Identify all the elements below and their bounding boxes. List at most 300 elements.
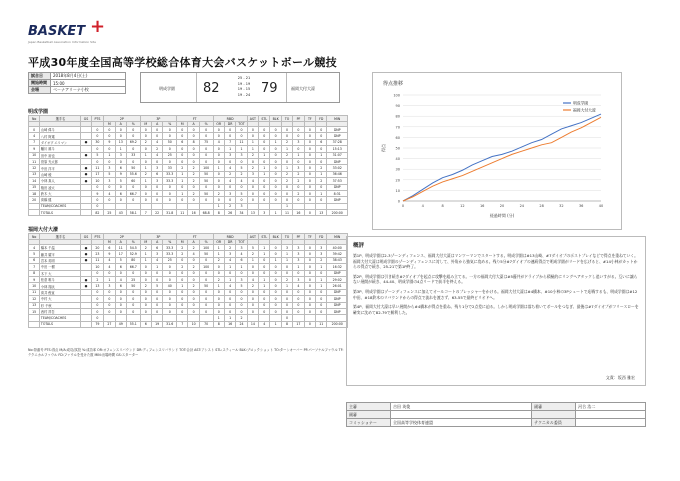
stat-cell: 5 <box>247 245 258 251</box>
stat-cell: 0 <box>224 289 235 295</box>
stat-cell: 1 <box>140 178 151 184</box>
info-row <box>29 73 126 80</box>
stat-cell: 4 <box>152 139 163 145</box>
stat-cell: 2 <box>188 178 199 184</box>
stat-cell: ● <box>81 257 91 263</box>
stat-cell: DNP <box>327 197 348 203</box>
player-name: TOTALS <box>40 210 81 216</box>
column-header: MIN <box>327 116 348 122</box>
player-name: 田中 裕也 <box>40 152 81 158</box>
stat-cell: 1 <box>316 276 327 282</box>
stat-cell: 0 <box>126 270 140 276</box>
player-name: TOTALS <box>40 321 81 327</box>
stat-cell: 0 <box>177 270 188 276</box>
stat-cell: 0 <box>91 184 104 190</box>
stat-cell: 0 <box>104 296 115 302</box>
stat-cell: 0 <box>247 308 258 314</box>
stat-cell: 1 <box>177 178 188 184</box>
stat-cell: 0 <box>104 133 115 139</box>
stat-cell: 0 <box>270 264 281 270</box>
stat-cell: 0 <box>270 146 281 152</box>
stat-cell: 0 <box>236 158 247 164</box>
stat-cell: ● <box>81 171 91 177</box>
stat-cell: 26 <box>224 210 235 216</box>
stat-cell: 0 <box>316 197 327 203</box>
official-name <box>576 411 646 419</box>
stat-cell: 0 <box>304 171 315 177</box>
stat-cell: 7 <box>140 210 151 216</box>
player-name: 鈴木 大 <box>40 190 81 196</box>
stat-cell: 0 <box>259 146 270 152</box>
stat-cell: 0 <box>236 308 247 314</box>
stat-cell: 3 <box>293 139 304 145</box>
stat-cell: 1 <box>293 264 304 270</box>
stat-cell: 2 <box>224 203 235 209</box>
stat-cell: 0 <box>126 158 140 164</box>
stat-cell: 0 <box>188 302 199 308</box>
column-header: FD <box>316 234 327 240</box>
stat-cell: 9 <box>115 171 126 177</box>
stat-cell: 2 <box>140 171 151 177</box>
stat-cell: 2 <box>281 178 292 184</box>
stat-cell: 25 <box>104 210 115 216</box>
quarter-score: 25 - 21 <box>237 76 251 80</box>
player-name: 橋本 千温 <box>40 245 81 251</box>
stat-cell: 1 <box>213 165 224 171</box>
stat-cell: 0 <box>304 133 315 139</box>
stat-cell: 200:00 <box>327 321 348 327</box>
stat-cell: 0 <box>199 146 213 152</box>
column-header: STL <box>259 234 270 240</box>
stat-cell: 25 <box>163 152 177 158</box>
stat-cell: 0 <box>152 184 163 190</box>
stat-cell: 0 <box>236 197 247 203</box>
stat-cell: 0 <box>259 308 270 314</box>
stat-cell: 0 <box>140 308 151 314</box>
stat-cell: 1 <box>140 251 151 257</box>
stat-cell: 7 <box>224 139 235 145</box>
stat-cell: 6 <box>152 171 163 177</box>
stat-cell: 100 <box>199 165 213 171</box>
stat-cell: 1 <box>177 190 188 196</box>
stat-cell: 13 <box>316 210 327 216</box>
stat-cell: 0 <box>177 308 188 314</box>
stat-cell: 0 <box>270 289 281 295</box>
stat-cell: 18 <box>29 190 40 196</box>
stat-cell: 0 <box>224 184 235 190</box>
stat-cell: 24 <box>236 321 247 327</box>
stat-cell: 3 <box>224 251 235 257</box>
stat-cell: 0 <box>199 276 213 282</box>
stat-cell: 6 <box>29 257 40 263</box>
player-row <box>29 321 348 327</box>
stat-cell: 0 <box>270 165 281 171</box>
stat-cell: 0 <box>316 184 327 190</box>
stat-cell: 13 <box>115 139 126 145</box>
stat-cell: 2 <box>236 315 247 321</box>
stat-cell: 4 <box>236 178 247 184</box>
stat-cell: 5 <box>152 283 163 289</box>
stat-cell: 0 <box>236 184 247 190</box>
stat-cell: 0 <box>270 276 281 282</box>
info-value: 15:00 <box>51 80 126 87</box>
stat-cell: 0 <box>281 264 292 270</box>
stat-cell: 0 <box>213 127 224 133</box>
stat-cell: 0 <box>213 146 224 152</box>
column-subheader: TOT <box>236 122 247 127</box>
stat-cell: 66.7 <box>126 264 140 270</box>
stat-cell: ● <box>81 251 91 257</box>
stat-cell: 0 <box>188 308 199 314</box>
stat-cell: 16 <box>293 210 304 216</box>
x-tick-label: 28 <box>539 204 544 208</box>
stat-cell: 0 <box>304 308 315 314</box>
y-tick-label: 10 <box>395 188 400 193</box>
stat-cell: DNP <box>327 296 348 302</box>
stat-cell: 0 <box>163 264 177 270</box>
stat-cell: 0 <box>177 289 188 295</box>
stat-cell: 0 <box>270 184 281 190</box>
stat-cell: 0 <box>115 133 126 139</box>
stat-cell: 0 <box>163 270 177 276</box>
stat-cell: 0 <box>140 270 151 276</box>
column-header: No <box>29 234 40 240</box>
stat-cell: 0 <box>304 251 315 257</box>
stat-cell: 4 <box>104 264 115 270</box>
stat-cell <box>29 210 40 216</box>
stat-cell: 0 <box>224 133 235 139</box>
column-header: TF <box>304 234 315 240</box>
y-tick-label: 40 <box>395 157 400 162</box>
stat-cell: 1 <box>140 257 151 263</box>
official-name: 河合 浩二 <box>576 403 646 411</box>
stat-cell: 7 <box>177 321 188 327</box>
stat-cell: 0 <box>104 197 115 203</box>
stat-cell: DNP <box>327 270 348 276</box>
column-header: 選手名 <box>40 116 81 122</box>
player-name: 小林 翔汰 <box>40 283 81 289</box>
column-subheader: % <box>126 240 140 245</box>
officials-row <box>347 403 646 411</box>
stat-cell: 1 <box>104 276 115 282</box>
column-header: PTS <box>91 116 104 122</box>
stat-cell: 0 <box>115 302 126 308</box>
stat-cell: 0 <box>304 210 315 216</box>
home-stats-table <box>28 115 348 216</box>
y-tick-label: 100 <box>393 93 400 98</box>
stat-cell: 0 <box>163 302 177 308</box>
stat-cell: 1 <box>259 251 270 257</box>
stat-cell: 0 <box>152 289 163 295</box>
stat-cell: 0 <box>293 302 304 308</box>
stat-cell: 10 <box>29 152 40 158</box>
stat-cell: 6 <box>316 139 327 145</box>
stat-cell: 39:42 <box>327 251 348 257</box>
stat-cell: 16 <box>224 321 235 327</box>
stat-cell: 1 <box>270 321 281 327</box>
stat-cell: 0 <box>270 308 281 314</box>
stat-cell: 0 <box>91 308 104 314</box>
stat-cell: 0 <box>304 152 315 158</box>
column-header: FT <box>177 116 213 122</box>
stat-cell: 0 <box>316 133 327 139</box>
stat-cell: 0 <box>293 158 304 164</box>
stat-cell: 0 <box>199 184 213 190</box>
stat-cell: 0 <box>259 302 270 308</box>
stat-cell: 0 <box>247 264 258 270</box>
stat-cell: 2 <box>247 165 258 171</box>
player-name: TEAM/COACHES <box>40 315 81 321</box>
away-stats-title: 福岡大付大濠 <box>28 227 59 233</box>
stat-cell: 1 <box>177 171 188 177</box>
stat-cell: 2 <box>188 165 199 171</box>
stat-cell: 0 <box>140 190 151 196</box>
stat-cell: 3 <box>247 171 258 177</box>
stat-cell: 0 <box>199 296 213 302</box>
player-name: 中村 大 <box>40 296 81 302</box>
stat-cell: 0 <box>281 302 292 308</box>
stat-cell: 0 <box>281 270 292 276</box>
stat-cell: 11 <box>29 289 40 295</box>
stat-cell <box>81 210 91 216</box>
stat-cell: 1 <box>316 171 327 177</box>
stat-cell: 0 <box>213 270 224 276</box>
stat-cell: 0 <box>224 158 235 164</box>
stat-cell: 0 <box>126 146 140 152</box>
column-header: TO <box>281 116 292 122</box>
stat-cell: 6 <box>152 245 163 251</box>
column-header: 選手名 <box>40 234 81 240</box>
stat-cell: 0 <box>104 146 115 152</box>
official-role <box>532 411 576 419</box>
x-tick-label: 16 <box>479 204 485 208</box>
column-header: PF <box>293 234 304 240</box>
stat-cell: 0 <box>91 197 104 203</box>
stat-cell: ● <box>81 165 91 171</box>
stat-cell: 0 <box>140 146 151 152</box>
player-name: ダイオプ エリマン <box>40 139 81 145</box>
stat-cell: 2 <box>247 251 258 257</box>
column-subheader: M <box>104 240 115 245</box>
x-tick-label: 0 <box>401 204 405 208</box>
stat-cell: 1 <box>281 251 292 257</box>
stat-cell: 8 <box>213 210 224 216</box>
stat-cell: 5 <box>115 257 126 263</box>
stat-cell: 0 <box>188 257 199 263</box>
stat-cell: 8 <box>29 270 40 276</box>
stat-cell: 0 <box>270 158 281 164</box>
stat-cell: 2 <box>188 171 199 177</box>
stat-cell: 75 <box>199 139 213 145</box>
stat-cell: 200:00 <box>327 210 348 216</box>
away-score: 79 <box>261 81 278 96</box>
stat-cell: 11 <box>29 158 40 164</box>
stat-cell: 0 <box>304 184 315 190</box>
player-name: TEAM/COACHES <box>40 203 81 209</box>
quarter-score: 19 - 19 <box>237 81 251 86</box>
stat-cell: 0 <box>247 270 258 276</box>
stat-cell: 20 <box>91 245 104 251</box>
stat-cell: 2 <box>281 276 292 282</box>
stat-cell: 1 <box>259 152 270 158</box>
quarter-scores <box>233 76 255 98</box>
stat-cell: 1 <box>247 146 258 152</box>
stat-cell: 58.1 <box>126 210 140 216</box>
stat-cell: 0 <box>104 289 115 295</box>
stat-cell: 0 <box>152 127 163 133</box>
stat-cell: DNP <box>327 158 348 164</box>
stat-cell: 0 <box>91 158 104 164</box>
stat-cell: 2 <box>293 171 304 177</box>
stat-cell: 0 <box>293 296 304 302</box>
stat-cell: 0 <box>236 289 247 295</box>
column-header: RBD <box>213 234 247 240</box>
stat-cell: 0 <box>304 270 315 276</box>
column-subheader: A <box>115 240 126 245</box>
stat-cell: 4 <box>224 283 235 289</box>
game-info-table <box>28 72 126 94</box>
stat-cell: 0 <box>293 184 304 190</box>
stat-cell: 1 <box>213 315 224 321</box>
stat-cell: 0 <box>270 245 281 251</box>
stat-cell: 0 <box>304 146 315 152</box>
legend-label: 福岡大付大濠 <box>573 107 596 113</box>
column-header: FT <box>177 234 213 240</box>
stat-cell: 2 <box>224 171 235 177</box>
stat-cell: 0 <box>126 296 140 302</box>
column-subheader: A <box>188 240 199 245</box>
column-header: MIN <box>327 234 348 240</box>
stat-cell: 0 <box>259 190 270 196</box>
column-header: 3P <box>140 116 176 122</box>
stat-cell: 0 <box>115 184 126 190</box>
stat-cell: 2 <box>236 171 247 177</box>
stat-cell: DNP <box>327 127 348 133</box>
stat-cell: 2 <box>152 146 163 152</box>
stat-cell: 3 <box>104 178 115 184</box>
stat-cell: 0 <box>224 197 235 203</box>
stat-cell: 8:31 <box>327 190 348 196</box>
stat-cell: DNP <box>327 184 348 190</box>
column-header: TF <box>304 116 315 122</box>
stat-cell: 1 <box>281 283 292 289</box>
stat-cell: 0 <box>304 321 315 327</box>
stat-cell: 9 <box>29 276 40 282</box>
stat-cell: 15 <box>29 308 40 314</box>
report-title: 概評 <box>353 243 365 249</box>
stat-cell: 1 <box>224 276 235 282</box>
column-subheader: DR <box>224 122 235 127</box>
stat-cell: 2 <box>177 264 188 270</box>
stat-cell: 0 <box>188 133 199 139</box>
stat-cell: 0 <box>188 197 199 203</box>
stat-cell: 0 <box>177 257 188 263</box>
stat-cell: 0 <box>140 296 151 302</box>
stat-cell: 0 <box>115 158 126 164</box>
stat-cell: 0 <box>126 302 140 308</box>
stat-cell: 3 <box>293 245 304 251</box>
stat-cell: 40 <box>163 283 177 289</box>
stat-cell: 0 <box>270 296 281 302</box>
stat-cell: 0 <box>199 133 213 139</box>
stat-cell: 12 <box>29 296 40 302</box>
stat-cell: 5 <box>91 152 104 158</box>
stat-cell: 4 <box>29 245 40 251</box>
stat-cell: 0 <box>293 308 304 314</box>
stat-cell: 0 <box>213 289 224 295</box>
stat-cell: 22 <box>152 210 163 216</box>
stat-cell: 0 <box>152 190 163 196</box>
x-tick-label: 36 <box>578 204 584 208</box>
stat-cell: 26:01 <box>327 283 348 289</box>
stat-cell: 0 <box>152 158 163 164</box>
stat-cell: 10 <box>29 283 40 289</box>
stats-legend: No:背番号 PTS:得点 M/A:成功/試投 %:成功率 OR:オフェンスリバウンド DR:ディフェンスリバウンド TOT:合計 AST:アシスト STL:スティール BLK:ブロックショット TO:ターンオーバー PF:パーソナルファウル TF:テクニカルファウル FD:ファウルを受けた数 MIN:出場時間 GS:スターター <box>28 348 344 357</box>
stat-cell: 2 <box>177 245 188 251</box>
player-name: 藤井 耀平 <box>40 251 81 257</box>
official-name: 全国高等学校体育連盟 <box>391 419 532 427</box>
player-name: 幡川 雄斗 <box>40 146 81 152</box>
stat-cell: 100 <box>199 264 213 270</box>
stat-cell: 1 <box>213 283 224 289</box>
stat-cell: 0 <box>316 289 327 295</box>
stat-cell: 0 <box>188 296 199 302</box>
stat-cell: 0 <box>199 257 213 263</box>
column-subheader: M <box>140 240 151 245</box>
stat-cell: 0 <box>270 127 281 133</box>
logo-tagline: Japan Basketball Association Information Site <box>28 40 96 44</box>
stat-cell: 3 <box>293 251 304 257</box>
stat-cell: 6 <box>115 165 126 171</box>
stat-cell: 0 <box>304 283 315 289</box>
column-header: 3P <box>140 234 176 240</box>
stat-cell: 0 <box>152 133 163 139</box>
stat-cell: 0 <box>259 296 270 302</box>
stat-cell: 2 <box>247 152 258 158</box>
stat-cell: DNP <box>327 133 348 139</box>
stat-cell: 0 <box>140 289 151 295</box>
stat-cell: 0 <box>270 283 281 289</box>
stat-cell: 3 <box>293 276 304 282</box>
stat-cell: 0 <box>115 296 126 302</box>
stat-cell: 0 <box>304 127 315 133</box>
stat-cell: DNP <box>327 308 348 314</box>
stat-cell: 3 <box>236 276 247 282</box>
stat-cell: 0 <box>213 302 224 308</box>
stat-cell: 0 <box>247 289 258 295</box>
stat-cell: 0 <box>304 257 315 263</box>
official-role: 主審 <box>347 403 391 411</box>
x-tick-label: 12 <box>460 204 465 208</box>
stat-cell: 1 <box>316 283 327 289</box>
player-name: 菅原 光太郎 <box>40 158 81 164</box>
column-header: GS <box>81 116 91 122</box>
stat-cell: 0 <box>163 146 177 152</box>
stat-cell: 1 <box>104 152 115 158</box>
stat-cell: 2 <box>224 245 235 251</box>
stat-cell: 0 <box>91 289 104 295</box>
stat-cell: 0 <box>104 184 115 190</box>
stat-cell: 0 <box>270 133 281 139</box>
stat-cell: 0 <box>115 197 126 203</box>
player-name: 髙橋 健 <box>40 197 81 203</box>
stat-cell: 2 <box>281 139 292 145</box>
stat-cell: 0 <box>236 302 247 308</box>
stat-cell: 1 <box>293 152 304 158</box>
stat-cell: 0 <box>177 184 188 190</box>
info-value: ベーナアリーナ小牧 <box>51 87 126 94</box>
stat-cell: 0 <box>163 308 177 314</box>
